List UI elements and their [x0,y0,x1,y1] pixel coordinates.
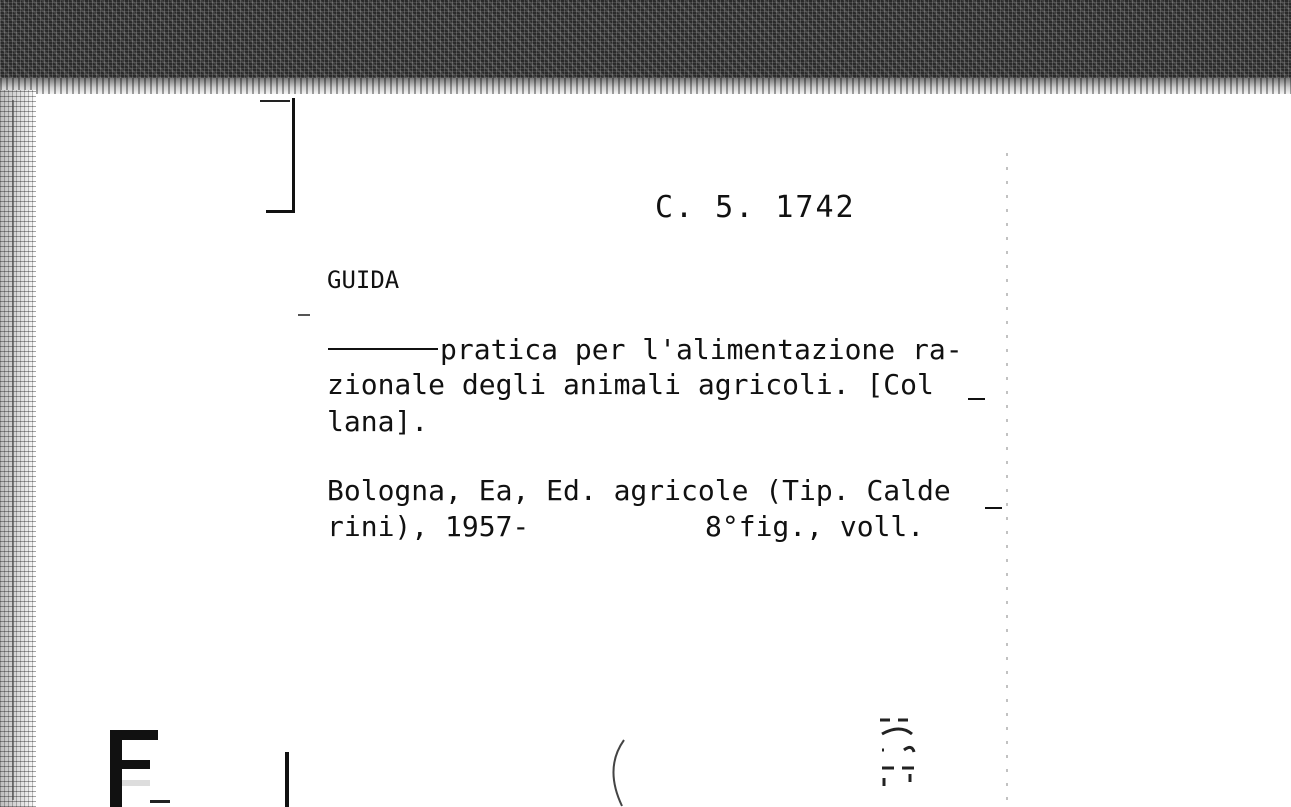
card-top-edge [0,78,1291,94]
letter-f-mark [110,730,158,807]
title-line-2: zionale degli animali agricoli. [Col [327,368,934,401]
margin-dash [298,314,310,316]
call-number: C. 5. 1742 [655,190,856,225]
imprint-line-1: Bologna, Ea, Ed. agricole (Tip. Calde [327,474,951,507]
left-edge-line [12,100,14,800]
scan-top-strip [0,0,1291,78]
heading-entry: GUIDA [327,266,400,294]
bracket-mark-bottom [266,210,294,213]
underline-mark [968,398,985,400]
collation: 8°fig., voll. [705,510,925,543]
bottom-vertical-line [285,752,289,807]
title-line-1: pratica per l'alimentazione ra- [440,333,963,366]
right-fold-line [1006,150,1008,800]
bracket-mark-top [260,100,290,102]
bracket-mark-vertical [292,98,295,213]
title-dash-rule [328,348,438,350]
scan-left-edge [0,90,36,807]
rotated-stamp-mark [870,712,930,807]
punch-hole-arc [604,738,644,807]
underline-mark [985,507,1002,509]
imprint-line-2: rini), 1957- [327,510,530,543]
title-line-3: lana]. [327,405,429,438]
bottom-tick-mark [150,800,170,803]
